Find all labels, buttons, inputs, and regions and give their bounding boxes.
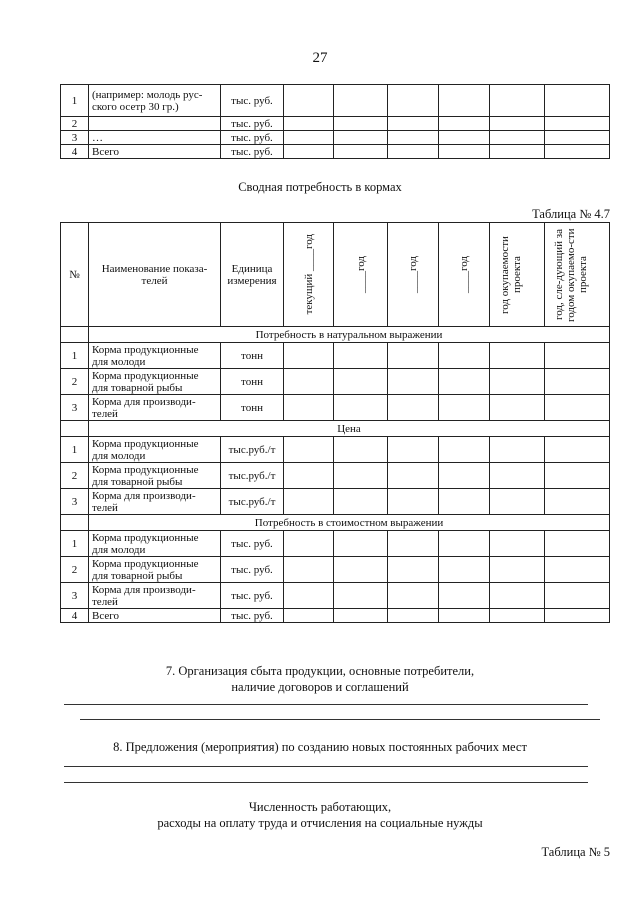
row-number: 2 [61, 117, 89, 131]
section-7-title-line1: 7. Организация сбыта продукции, основные потребители, [165, 664, 475, 678]
section-7-title-line2: наличие договоров и соглашений [231, 680, 409, 694]
table-row [61, 583, 610, 609]
section-blank [61, 421, 89, 437]
empty-cell [490, 583, 545, 609]
empty-cell [334, 557, 388, 583]
row-unit: тыс. руб. [221, 85, 284, 117]
empty-cell [439, 531, 490, 557]
table-row [61, 85, 610, 117]
empty-cell [284, 489, 334, 515]
row-name: Всего [89, 145, 221, 159]
empty-cell [388, 489, 439, 515]
feed-table [60, 222, 610, 623]
row-name: Корма продукционные для товарной рыбы [89, 557, 221, 583]
empty-cell [284, 437, 334, 463]
table-row [61, 117, 610, 131]
section-blank [61, 327, 89, 343]
empty-cell [284, 463, 334, 489]
empty-cell [284, 117, 334, 131]
empty-cell [334, 117, 388, 131]
row-number: 3 [61, 131, 89, 145]
empty-cell [545, 131, 610, 145]
empty-cell [490, 131, 545, 145]
empty-cell [334, 131, 388, 145]
fill-line [64, 704, 588, 705]
empty-cell [545, 395, 610, 421]
empty-cell [284, 131, 334, 145]
section-row [61, 421, 610, 437]
empty-cell [284, 395, 334, 421]
empty-cell [439, 609, 490, 623]
empty-cell [388, 463, 439, 489]
empty-cell [490, 85, 545, 117]
row-number: 3 [61, 395, 89, 421]
row-number: 4 [61, 145, 89, 159]
empty-cell [545, 343, 610, 369]
row-name: … [89, 131, 221, 145]
empty-cell [284, 531, 334, 557]
row-unit: тонн [221, 369, 284, 395]
section-8-title: 8. Предложения (мероприятия) по созданию новых постоянных рабочих мест [113, 740, 527, 754]
empty-cell [545, 145, 610, 159]
empty-cell [490, 489, 545, 515]
empty-cell [490, 463, 545, 489]
empty-cell [545, 437, 610, 463]
empty-cell [490, 395, 545, 421]
table-row [61, 145, 610, 159]
empty-cell [490, 557, 545, 583]
empty-cell [334, 369, 388, 395]
empty-cell [334, 437, 388, 463]
fill-line [64, 782, 588, 783]
empty-cell [439, 463, 490, 489]
header-year-after-payback: год, сле-дующий за годом окупаемо-сти проекта [545, 223, 610, 327]
empty-cell [334, 489, 388, 515]
table-label-4-7: Таблица № 4.7 [532, 207, 610, 221]
empty-cell [284, 609, 334, 623]
row-name: Корма для производи-телей [89, 395, 221, 421]
empty-cell [545, 531, 610, 557]
row-number: 2 [61, 369, 89, 395]
empty-cell [334, 531, 388, 557]
row-unit: тыс.руб./т [221, 489, 284, 515]
empty-cell [334, 145, 388, 159]
row-name: Корма продукционные для товарной рыбы [89, 463, 221, 489]
empty-cell [334, 343, 388, 369]
table-row [61, 369, 610, 395]
empty-cell [545, 463, 610, 489]
empty-cell [439, 369, 490, 395]
empty-cell [439, 145, 490, 159]
empty-cell [545, 85, 610, 117]
empty-cell [439, 117, 490, 131]
section-row [61, 515, 610, 531]
table-row [61, 437, 610, 463]
row-unit: тыс.руб./т [221, 437, 284, 463]
row-unit: тыс. руб. [221, 145, 284, 159]
empty-cell [490, 343, 545, 369]
row-unit: тонн [221, 395, 284, 421]
row-number: 2 [61, 557, 89, 583]
row-unit: тыс. руб. [221, 557, 284, 583]
row-name: Корма продукционные для молоди [89, 437, 221, 463]
empty-cell [388, 395, 439, 421]
empty-cell [388, 583, 439, 609]
row-number: 3 [61, 489, 89, 515]
empty-cell [490, 437, 545, 463]
section-title: Потребность в стоимостном выражении [89, 515, 610, 531]
section-title: Потребность в натуральном выражении [89, 327, 610, 343]
empty-cell [334, 395, 388, 421]
table-row [61, 489, 610, 515]
empty-cell [388, 557, 439, 583]
empty-cell [284, 557, 334, 583]
header-year-payback: год окупаемости проекта [490, 223, 545, 327]
row-unit: тонн [221, 343, 284, 369]
empty-cell [545, 557, 610, 583]
empty-cell [388, 145, 439, 159]
header-year-2: ____год [334, 223, 388, 327]
empty-cell [388, 437, 439, 463]
empty-cell [388, 531, 439, 557]
table-row [61, 531, 610, 557]
row-unit: тыс.руб./т [221, 463, 284, 489]
row-name: Всего [89, 609, 221, 623]
empty-cell [490, 145, 545, 159]
empty-cell [490, 531, 545, 557]
row-name: Корма для производи-телей [89, 489, 221, 515]
page-number: 27 [312, 50, 328, 66]
empty-cell [545, 583, 610, 609]
table-label-5: Таблица № 5 [541, 845, 610, 859]
row-name: Корма продукционные для молоди [89, 531, 221, 557]
row-unit: тыс. руб. [221, 609, 284, 623]
empty-cell [490, 117, 545, 131]
row-unit: тыс. руб. [221, 583, 284, 609]
header-year-3: ____год [388, 223, 439, 327]
empty-cell [388, 117, 439, 131]
section-title: Цена [89, 421, 610, 437]
empty-cell [284, 583, 334, 609]
row-name: Корма для производи-телей [89, 583, 221, 609]
empty-cell [439, 395, 490, 421]
fill-line [80, 719, 600, 720]
section-row [61, 327, 610, 343]
table-row [61, 463, 610, 489]
row-unit: тыс. руб. [221, 117, 284, 131]
empty-cell [284, 85, 334, 117]
row-number: 1 [61, 437, 89, 463]
empty-cell [388, 609, 439, 623]
empty-cell [439, 557, 490, 583]
empty-cell [388, 369, 439, 395]
staff-title-line2: расходы на оплату труда и отчисления на социальные нужды [157, 816, 483, 830]
row-number: 2 [61, 463, 89, 489]
row-number: 4 [61, 609, 89, 623]
header-num: № [61, 223, 89, 327]
table-row [61, 343, 610, 369]
empty-cell [334, 85, 388, 117]
table-row [61, 395, 610, 421]
empty-cell [334, 583, 388, 609]
row-name: (например: молодь рус-ского осетр 30 гр.) [89, 85, 221, 117]
row-unit: тыс. руб. [221, 531, 284, 557]
empty-cell [388, 343, 439, 369]
feed-section-title: Сводная потребность в кормах [238, 180, 402, 194]
empty-cell [545, 369, 610, 395]
table-row [61, 557, 610, 583]
empty-cell [490, 609, 545, 623]
header-unit: Единица измерения [221, 223, 284, 327]
empty-cell [334, 609, 388, 623]
empty-cell [439, 489, 490, 515]
empty-cell [490, 369, 545, 395]
empty-cell [439, 583, 490, 609]
empty-cell [439, 131, 490, 145]
empty-cell [388, 85, 439, 117]
empty-cell [284, 145, 334, 159]
staff-title-line1: Численность работающих, [248, 800, 392, 814]
section-blank [61, 515, 89, 531]
fill-line [64, 766, 588, 767]
empty-cell [545, 489, 610, 515]
row-name [89, 117, 221, 131]
row-unit: тыс. руб. [221, 131, 284, 145]
row-number: 3 [61, 583, 89, 609]
empty-cell [284, 369, 334, 395]
empty-cell [439, 437, 490, 463]
empty-cell [439, 343, 490, 369]
empty-cell [439, 85, 490, 117]
row-number: 1 [61, 343, 89, 369]
header-name: Наименование показа-телей [89, 223, 221, 327]
table-row [61, 131, 610, 145]
empty-cell [284, 343, 334, 369]
table-row [61, 609, 610, 623]
header-year-current: текущий ____год [284, 223, 334, 327]
row-name: Корма продукционные для молоди [89, 343, 221, 369]
continuation-table [60, 84, 610, 159]
empty-cell [334, 463, 388, 489]
row-number: 1 [61, 85, 89, 117]
empty-cell [545, 609, 610, 623]
header-year-4: ____год [439, 223, 490, 327]
row-name: Корма продукционные для товарной рыбы [89, 369, 221, 395]
row-number: 1 [61, 531, 89, 557]
empty-cell [545, 117, 610, 131]
empty-cell [388, 131, 439, 145]
